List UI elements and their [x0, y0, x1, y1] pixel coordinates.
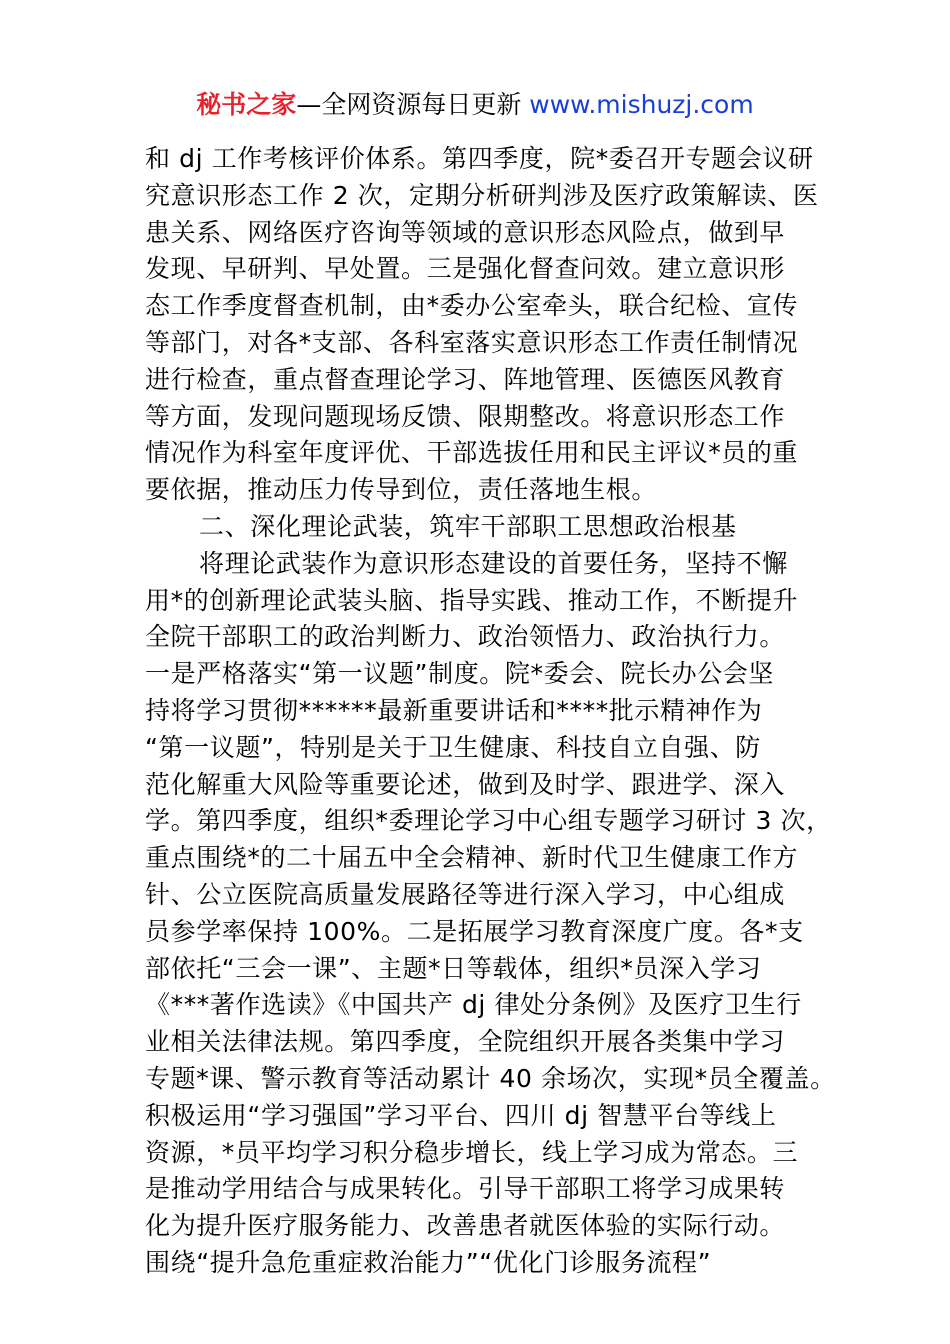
- section-heading: 二、深化理论武装，筑牢干部职工思想政治根基: [199, 511, 737, 541]
- text-line: 持将学习贯彻******最新重要讲话和****批示精神作为: [145, 695, 763, 725]
- text-line: 一是严格落实“第一议题”制度。院*委会、院长办公会坚: [145, 659, 775, 689]
- text-line: 资源，*员平均学习积分稳步增长，线上学习成为常态。三: [145, 1137, 799, 1167]
- text-line: 围绕“提升急危重症救治能力”“优化门诊服务流程”: [145, 1247, 712, 1277]
- text-line: 全院干部职工的政治判断力、政治领悟力、政治执行力。: [145, 622, 786, 652]
- text-line: 和 dj 工作考核评价体系。第四季度，院*委召开专题会议研: [145, 144, 814, 173]
- text-line: 等部门，对各*支部、各科室落实意识形态工作责任制情况: [145, 327, 799, 357]
- text-line: 情况作为科室年度评优、干部选拔任用和民主评议*员的重: [145, 438, 799, 468]
- text-line: “第一议题”，特别是关于卫生健康、科技自立自强、防: [145, 732, 761, 762]
- text-line: 员参学率保持 100%。二是拓展学习教育深度广度。各*支: [145, 916, 804, 946]
- text-line: 重点围绕*的二十届五中全会精神、新时代卫生健康工作方: [145, 843, 799, 873]
- text-line: 积极运用“学习强国”学习平台、四川 dj 智慧平台等线上: [145, 1100, 777, 1130]
- text-line: 要依据，推动压力传导到位，责任落地生根。: [145, 475, 658, 505]
- text-line: 针、公立医院高质量发展路径等进行深入学习，中心组成: [145, 879, 786, 909]
- document-body: [145, 141, 836, 1282]
- text-line: 学。第四季度，组织*委理论学习中心组专题学习研讨 3 次，: [145, 806, 832, 836]
- text-line: 等方面，发现问题现场反馈、限期整改。将意识形态工作: [145, 401, 786, 431]
- text-line: 部依托“三会一课”、主题*日等载体，组织*员深入学习: [145, 953, 762, 983]
- text-line: 专题*课、警示教育等活动累计 40 余场次，实现*员全覆盖。: [145, 1063, 836, 1093]
- text-line: 是推动学用结合与成果转化。引导干部职工将学习成果转: [145, 1174, 786, 1204]
- text-line: 用*的创新理论武装头脑、指导实践、推动工作，不断提升: [145, 585, 799, 615]
- text-line: 范化解重大风险等重要论述，做到及时学、跟进学、深入: [145, 769, 786, 799]
- paragraph-start-line: 将理论武装作为意识形态建设的首要任务，坚持不懈: [199, 548, 788, 578]
- brand-name: 秘书之家: [196, 90, 297, 119]
- text-line: 究意识形态工作 2 次，定期分析研判涉及医疗政策解读、医: [145, 180, 819, 210]
- text-line: 进行检查，重点督查理论学习、阵地管理、医德医风教育: [145, 364, 786, 394]
- text-line: 《***著作选读》《中国共产 dj 律处分条例》及医疗卫生行: [145, 990, 802, 1020]
- text-line: 态工作季度督查机制，由*委办公室牵头，联合纪检、宣传: [145, 291, 799, 321]
- text-line: 化为提升医疗服务能力、改善患者就医体验的实际行动。: [145, 1211, 786, 1241]
- text-line: 业相关法律法规。第四季度，全院组织开展各类集中学习: [145, 1027, 786, 1057]
- text-line: 患关系、网络医疗咨询等领域的意识形态风险点，做到早: [145, 217, 786, 247]
- site-url[interactable]: www.mishuzj.com: [529, 90, 754, 119]
- page-header: [0, 88, 950, 122]
- header-tagline: —全网资源每日更新: [296, 90, 522, 119]
- text-line: 发现、早研判、早处置。三是强化督查问效。建立意识形: [145, 254, 786, 284]
